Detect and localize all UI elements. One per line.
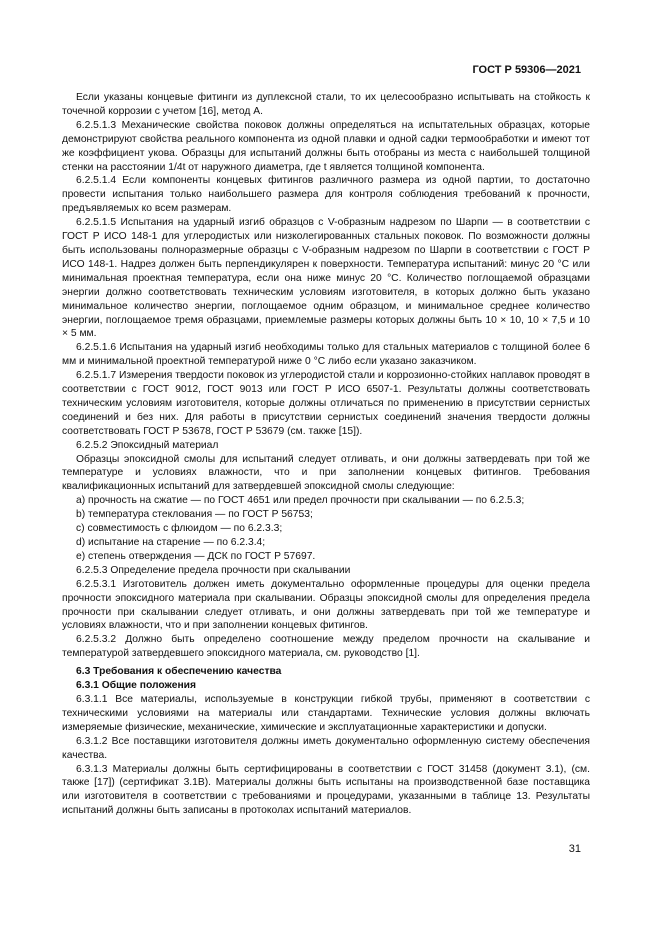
- paragraph: 6.2.5.1.5 Испытания на ударный изгиб образцов с V-образным надрезом по Шарпи — в соответствии с ГОСТ Р ИСО 148-1 для углеродистых или низколегированных стальных поковок. По возможности должны быть использованы полноразмерные образцы с V-образным надрезом по Шарпи в соответствии с ГОСТ Р ИСО 148-1. Надрез должен быть перпендикулярен к поверхности. Температура испытаний: минус 20 °C или минимальная проектная температура, если она ниже минус 20 °C. Количество поглощаемой образцами энергии должно соответствовать техническим условиям изготовителя, в которых должно быть указано минимальное количество энергии, поглощаемое одним образцом, и минимальное среднее количество энергии, поглощаемое тремя образцами, приемлемые размеры которых должны быть 10 × 10, 10 × 7,5 и 10 × 5 мм.: [62, 217, 590, 340]
- list-item: b) температура стеклования — по ГОСТ Р 56753;: [76, 509, 313, 521]
- paragraph: 6.3.1.2 Все поставщики изготовителя должны иметь документально оформленную систему обеспечения качества.: [62, 735, 590, 761]
- document-header: ГОСТ Р 59306—2021: [472, 64, 581, 76]
- document-body: [62, 91, 590, 818]
- paragraph: 6.2.5.1.3 Механические свойства поковок должны определяться на испытательных образцах, которые демонстрируют свойства реального компонента из одной плавки и одной садки термообработки и имеют тот же коэффициент укова. Образцы для испытаний должны быть отобраны из места с наибольшей толщиной стенки на расстоянии 1/4t от наружного диаметра, где t является толщиной компонента.: [62, 119, 590, 173]
- section-subtitle: 6.3.1 Общие положения: [76, 680, 196, 692]
- list-item: d) испытание на старение — по 6.2.3.4;: [76, 537, 266, 548]
- paragraph: Если указаны концевые фитинги из дуплексной стали, то их целесообразно испытывать на стойкость к точечной коррозии с учетом [16], метод A.: [62, 92, 590, 117]
- paragraph: Образцы эпоксидной смолы для испытаний следует отливать, и они должны затвердевать при той же температуре и условиях влажности, что и при заполнении концевых фитингов. Требования квалификационных испытаний для затвердевшей эпоксидной смолы следующие:: [62, 453, 590, 493]
- section-title: 6.3 Требования к обеспечению качества: [76, 666, 282, 678]
- list-item: а) прочность на сжатие — по ГОСТ 4651 или предел прочности при скалывании — по 6.2.5.3;: [76, 495, 525, 507]
- paragraph: 6.3.1.3 Материалы должны быть сертифицированы в соответствии с ГОСТ 31458 (документ 3.1), (см. также [17]) (сертификат 3.1B). Материалы должны быть испытаны на производственной базе поставщика или изготовителя в соответствии с требованиями и процедурами, указанными в таблице 13. Результаты испытаний должны быть записаны в протоколах испытаний материалов.: [62, 763, 590, 817]
- paragraph: 6.2.5.1.7 Измерения твердости поковок из углеродистой стали и коррозионно-стойких наплавок проводят в соответствии с ГОСТ 9012, ГОСТ 9013 или ГОСТ Р ИСО 6507-1. Результаты должны соответствовать техническим условиям изготовителя, которые должны отличаться по применению в присутствии сернистых соединений и без них. Для работы в присутствии сернистых соединений значения твердости должны соответствовать ГОСТ Р 53678, ГОСТ Р 53679 (см. также [15]).: [62, 370, 590, 437]
- list-item: e) степень отверждения — ДСК по ГОСТ Р 57697.: [76, 550, 316, 562]
- paragraph: 6.2.5.1.4 Если компоненты концевых фитингов различного размера из одной партии, то достаточно провести испытания только наибольшего размера для контроля соблюдения требований к прочности, предъявляемых ко всем размерам.: [62, 175, 590, 215]
- paragraph: 6.2.5.3.2 Должно быть определено соотношение между пределом прочности на скалывание и температурой затвердевшего эпоксидного материала, см. руководство [1].: [62, 634, 590, 660]
- paragraph: 6.2.5.1.6 Испытания на ударный изгиб необходимы только для стальных материалов с толщиной более 6 мм и минимальной проектной температурой ниже 0 °C либо если указано заказчиком.: [62, 342, 590, 368]
- paragraph: 6.3.1.1 Все материалы, используемые в конструкции гибкой трубы, применяют в соответствии с техническими условиями на материалы или стандартами. Технические условия должны включать измеряемые физические, механические, химические и эксплуатационные характеристики и допуски.: [62, 693, 590, 733]
- list-item: c) совместимость с флюидом — по 6.2.3.3;: [76, 523, 283, 535]
- subsection-heading: 6.2.5.3 Определение предела прочности при скалывании: [76, 564, 351, 576]
- page-number: 31: [568, 843, 581, 855]
- subsection-heading: 6.2.5.2 Эпоксидный материал: [76, 439, 219, 451]
- paragraph: 6.2.5.3.1 Изготовитель должен иметь документально оформленные процедуры для оценки предела прочности эпоксидного материала при скалывании. Образцы эпоксидной смолы для определения предела прочности при скалывании следует отливать, и они должны затвердевать при той же температуре и условиях влажности, что и при заполнении концевых фитингов.: [62, 578, 590, 632]
